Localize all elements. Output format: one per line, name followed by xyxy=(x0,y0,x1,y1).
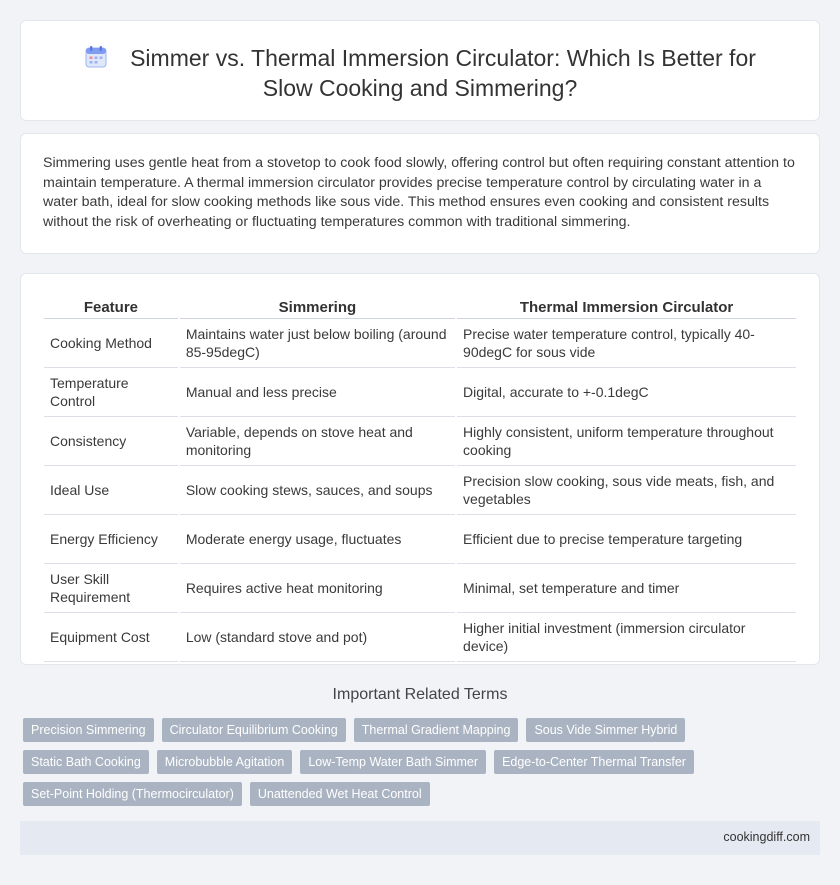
row-circulator: Digital, accurate to +-0.1degC xyxy=(457,368,796,417)
page-title: Simmer vs. Thermal Immersion Circulator: Which Is Better for Slow Cooking and Simmering? xyxy=(130,45,756,101)
row-feature: Equipment Cost xyxy=(44,613,178,662)
row-simmering: Low (standard stove and pot) xyxy=(180,613,455,662)
calendar-icon xyxy=(84,45,108,69)
row-simmering: Requires active heat monitoring xyxy=(180,564,455,613)
row-circulator: Efficient due to precise temperature targeting xyxy=(457,515,796,564)
table-row xyxy=(44,368,796,417)
header-card xyxy=(20,20,820,121)
related-term-tag[interactable]: Thermal Gradient Mapping xyxy=(354,718,519,742)
related-term-tag[interactable]: Edge-to-Center Thermal Transfer xyxy=(494,750,694,774)
table-header-row xyxy=(44,297,796,319)
row-circulator: Precision slow cooking, sous vide meats, fish, and vegetables xyxy=(457,466,796,515)
row-feature: Consistency xyxy=(44,417,178,466)
header-simmering: Simmering xyxy=(180,297,455,319)
row-circulator: Higher initial investment (immersion circulator device) xyxy=(457,613,796,662)
row-circulator: Precise water temperature control, typically 40-90degC for sous vide xyxy=(457,319,796,368)
page-title-wrap xyxy=(21,43,819,103)
comparison-table xyxy=(42,297,798,662)
table-row xyxy=(44,613,796,662)
table-row xyxy=(44,319,796,368)
row-circulator: Highly consistent, uniform temperature throughout cooking xyxy=(457,417,796,466)
row-feature: Cooking Method xyxy=(44,319,178,368)
row-simmering: Manual and less precise xyxy=(180,368,455,417)
related-term-tag[interactable]: Microbubble Agitation xyxy=(157,750,293,774)
related-term-tag[interactable]: Unattended Wet Heat Control xyxy=(250,782,430,806)
row-simmering: Variable, depends on stove heat and monitoring xyxy=(180,417,455,466)
table-row xyxy=(44,466,796,515)
row-simmering: Slow cooking stews, sauces, and soups xyxy=(180,466,455,515)
row-simmering: Maintains water just below boiling (around 85-95degC) xyxy=(180,319,455,368)
table-row xyxy=(44,417,796,466)
row-feature: Temperature Control xyxy=(44,368,178,417)
intro-card xyxy=(20,133,820,254)
related-term-tag[interactable]: Static Bath Cooking xyxy=(23,750,149,774)
related-term-tag[interactable]: Precision Simmering xyxy=(23,718,154,742)
site-link[interactable]: cookingdiff.com xyxy=(723,830,810,844)
table-row xyxy=(44,515,796,564)
related-term-tag[interactable]: Set-Point Holding (Thermocirculator) xyxy=(23,782,242,806)
related-terms-list xyxy=(23,718,793,806)
related-term-tag[interactable]: Low-Temp Water Bath Simmer xyxy=(300,750,486,774)
related-terms-title: Important Related Terms xyxy=(332,686,508,703)
header-feature: Feature xyxy=(44,297,178,319)
intro-paragraph: Simmering uses gentle heat from a stovetop to cook food slowly, offering control but often requiring constant attention to maintain temperature. A thermal immersion circulator provides precise temperature control by circulating water in a water bath, ideal for slow cooking methods like sous vide. This method ensures even cooking and consistent results without the risk of overheating or fluctuating temperatures common with traditional simmering. xyxy=(43,155,795,230)
table-row xyxy=(44,564,796,613)
row-feature: User Skill Requirement xyxy=(44,564,178,613)
row-circulator: Minimal, set temperature and timer xyxy=(457,564,796,613)
row-simmering: Moderate energy usage, fluctuates xyxy=(180,515,455,564)
header-circulator: Thermal Immersion Circulator xyxy=(457,297,796,319)
row-feature: Energy Efficiency xyxy=(44,515,178,564)
footer-bar xyxy=(20,821,820,855)
row-feature: Ideal Use xyxy=(44,466,178,515)
comparison-card xyxy=(20,273,820,665)
related-term-tag[interactable]: Circulator Equilibrium Cooking xyxy=(162,718,346,742)
related-term-tag[interactable]: Sous Vide Simmer Hybrid xyxy=(526,718,685,742)
